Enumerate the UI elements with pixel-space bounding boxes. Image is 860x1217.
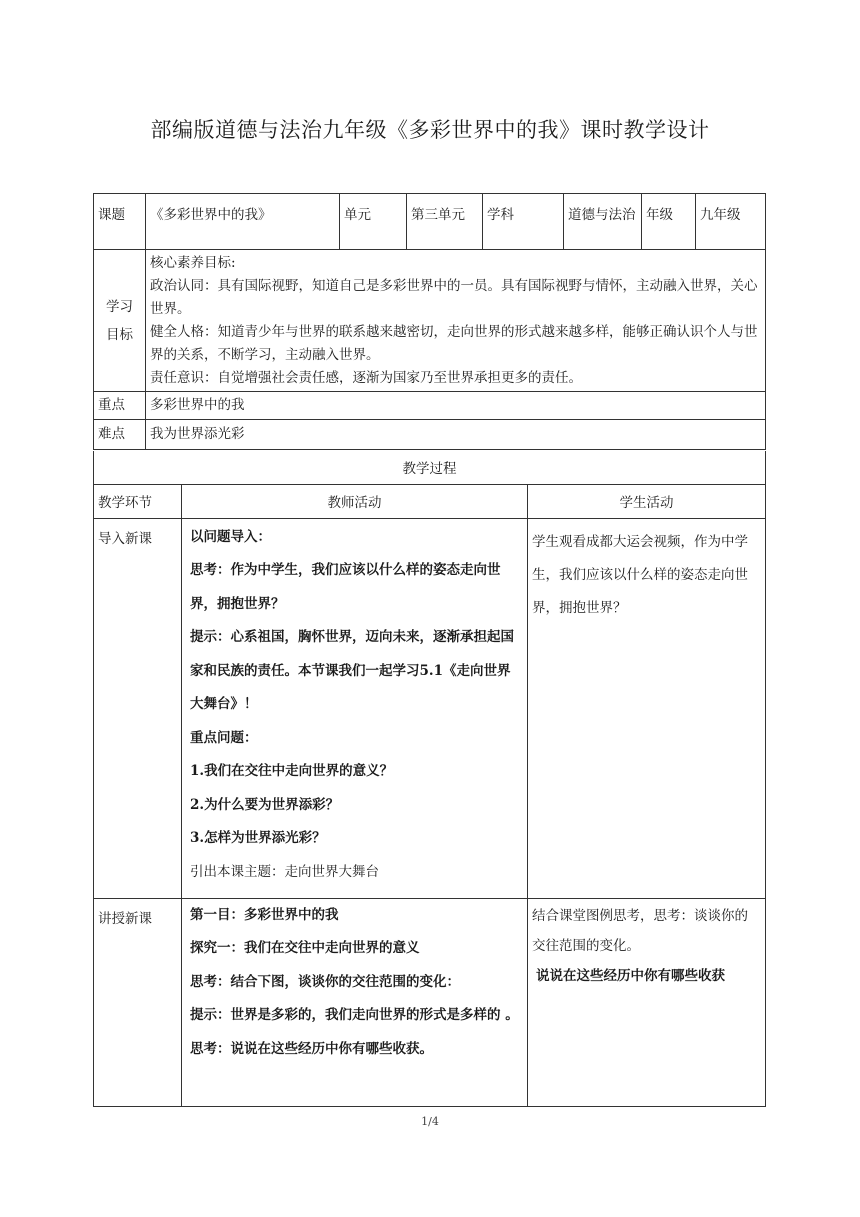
teacher-line: 3.怎样为世界添光彩？: [190, 830, 326, 846]
teacher-line: 第一目：多彩世界中的我: [190, 906, 339, 923]
goals-line: 核心素养目标:: [150, 255, 236, 271]
teacher-header: 教师活动: [182, 484, 528, 518]
process-title: 教学过程: [94, 451, 766, 484]
process-row-intro: [94, 518, 766, 898]
teacher-line: 以问题导入：: [190, 528, 271, 545]
stage-new: 讲授新课: [94, 898, 182, 1106]
goals-line: 政治认同：具有国际视野，知道自己是多彩世界中的一员。具有国际视野与情怀，主动融入世界，关心世界。: [150, 278, 758, 317]
subject-label: 学科: [483, 194, 564, 250]
page-number: 1/4: [421, 1115, 439, 1128]
key-point-value: 多彩世界中的我: [146, 392, 766, 420]
process-header-row: [94, 484, 766, 518]
stage-header: 教学环节: [94, 484, 182, 518]
topic-label: 课题: [94, 194, 146, 250]
teacher-line: 提示：世界是多彩的，我们走向世界的形式是多样的 。: [190, 1007, 519, 1023]
teacher-line: 2.为什么要为世界添彩？: [190, 796, 340, 813]
teacher-activity-new: [182, 898, 528, 1106]
grade-label: 年级: [642, 194, 696, 250]
goals-label-line-1: 学习: [106, 298, 133, 315]
difficulty-label: 难点: [94, 420, 146, 450]
goals-label: [94, 250, 146, 392]
student-line: 结合课堂图例思考，思考：谈谈你的交往范围的变化。: [532, 907, 748, 954]
unit-label: 单元: [340, 194, 407, 250]
stage-intro: 导入新课: [94, 518, 182, 898]
goals-row: [94, 250, 766, 392]
teacher-line: 提示：心系祖国，胸怀世界，迈向未来，逐渐承担起国家和民族的责任。本节课我们一起学习5.1《走向世界大舞台》！: [190, 629, 514, 712]
student-activity-new: [528, 898, 766, 1106]
difficulty-row: [94, 420, 766, 450]
document-title: 部编版道德与法治九年级《多彩世界中的我》课时教学设计: [150, 118, 710, 142]
teacher-line: 思考：作为中学生，我们应该以什么样的姿态走向世界，拥抱世界？: [190, 562, 501, 612]
grade-value: 九年级: [696, 194, 766, 250]
header-row: [94, 194, 766, 250]
goals-line: 健全人格：知道青少年与世界的联系越来越密切，走向世界的形式越来越多样，能够正确认识个人与世界的关系，不断学习，主动融入世界。: [150, 324, 758, 363]
teacher-line: 重点问题：: [190, 729, 258, 746]
student-line: 说说在这些经历中你有哪些收获: [536, 967, 725, 984]
subject-value: 道德与法治: [564, 194, 642, 250]
process-title-row: [94, 451, 766, 484]
teacher-line: 引出本课主题：走向世界大舞台: [190, 863, 379, 880]
difficulty-value: 我为世界添光彩: [146, 420, 766, 450]
goals-content: [146, 250, 766, 392]
student-activity-intro: 学生观看成都大运会视频，作为中学生，我们应该以什么样的姿态走向世界，拥抱世界？: [528, 518, 766, 898]
teacher-line: 思考：结合下图，谈谈你的交往范围的变化：: [190, 973, 460, 990]
process-table: [93, 451, 766, 1107]
key-point-label: 重点: [94, 392, 146, 420]
teacher-line: 思考：说说在这些经历中你有哪些收获。: [190, 1040, 433, 1057]
teacher-activity-intro: [182, 518, 528, 898]
key-point-row: [94, 392, 766, 420]
unit-value: 第三单元: [407, 194, 483, 250]
teacher-line: 1.我们在交往中走向世界的意义？: [190, 763, 394, 779]
goals-line: 责任意识：自觉增强社会责任感，逐渐为国家乃至世界承担更多的责任。: [150, 370, 582, 386]
teacher-line: 探究一：我们在交往中走向世界的意义: [190, 940, 420, 956]
goals-label-line-2: 目标: [106, 326, 133, 343]
student-header: 学生活动: [528, 484, 766, 518]
lesson-info-table: [93, 193, 766, 450]
topic-value: 《多彩世界中的我》: [146, 194, 340, 250]
process-row-new: [94, 898, 766, 1106]
